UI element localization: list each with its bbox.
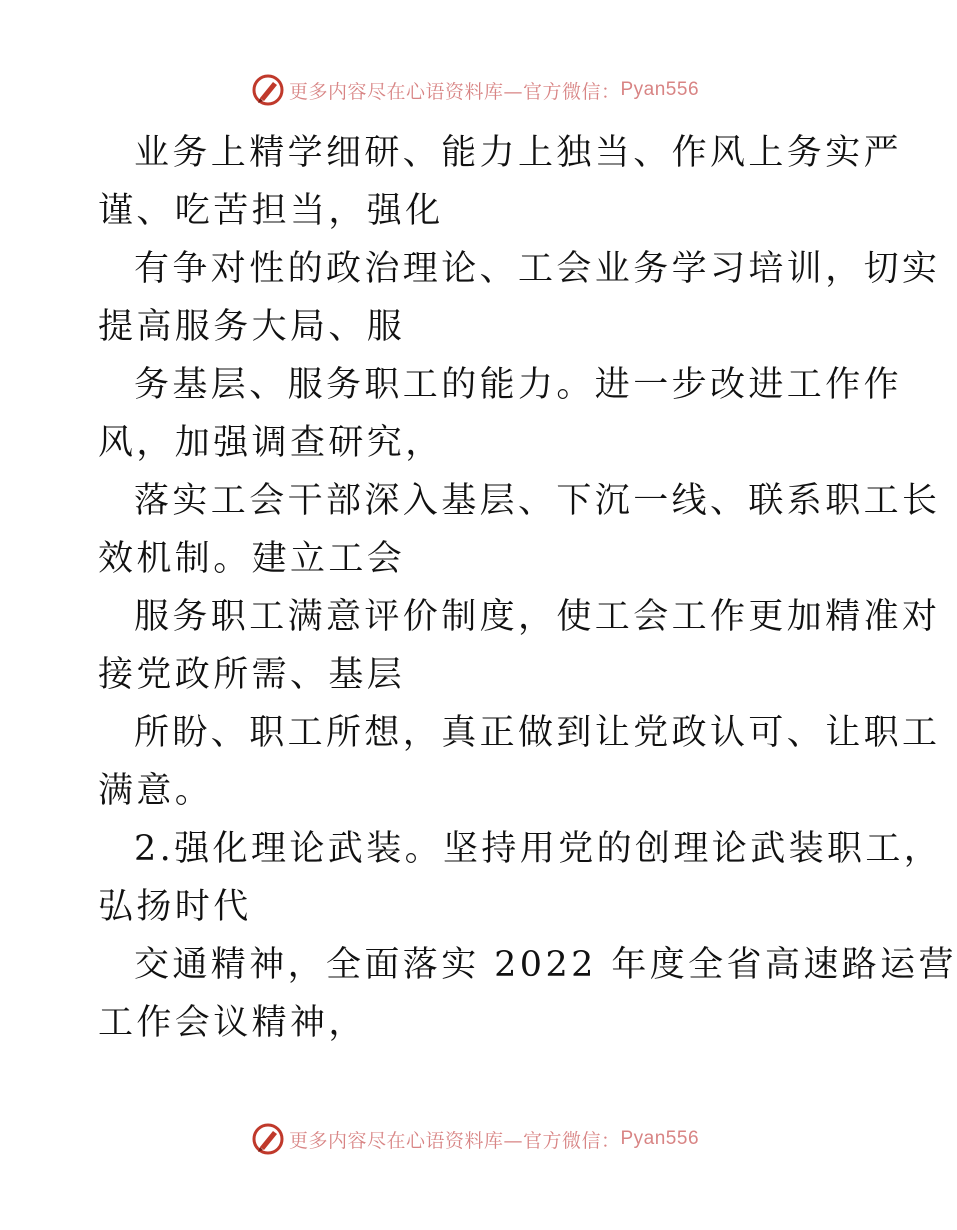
watermark-text: 更多内容尽在心语资料库—官方微信：: [288, 80, 621, 103]
footer-watermark: [0, 1117, 950, 1161]
paragraph-line: 业务上精学细研、能力上独当、作风上务实严: [134, 133, 903, 173]
watermark-text: 更多内容尽在心语资料库—官方微信：: [288, 1129, 621, 1152]
paragraph: [98, 820, 943, 936]
paragraph-line: 交通精神，全面落实 2022 年度全省高速路运营: [134, 945, 957, 985]
paragraph-line: 工作会议精神，: [98, 1003, 367, 1043]
paragraph-line: 所盼、职工所想，真正做到让党政认可、让职工: [134, 713, 941, 753]
header-watermark: [0, 68, 950, 112]
watermark-wechat-id: Pyan556: [620, 1128, 700, 1149]
paragraph-line: 有争对性的政治理论、工会业务学习培训，切实: [134, 249, 941, 289]
document-body: [98, 124, 957, 1052]
paragraph-line: 风，加强调查研究，: [98, 423, 444, 463]
pen-logo-icon: [251, 1122, 285, 1156]
paragraph-line: 2.强化理论武装。坚持用党的创理论武装职工，: [134, 829, 943, 869]
paragraph-line: 提高服务大局、服: [98, 307, 406, 347]
paragraph: [98, 936, 957, 1052]
paragraph: [98, 588, 941, 704]
paragraph: [98, 472, 941, 588]
paragraph-line: 落实工会干部深入基层、下沉一线、联系职工长: [134, 481, 941, 521]
paragraph-line: 满意。: [98, 771, 214, 811]
paragraph-line: 谨、吃苦担当，强化: [98, 191, 444, 231]
paragraph-line: 效机制。建立工会: [98, 539, 406, 579]
paragraph-line: 务基层、服务职工的能力。进一步改进工作作: [134, 365, 903, 405]
pen-logo-icon: [251, 73, 285, 107]
paragraph-line: 接党政所需、基层: [98, 655, 406, 695]
paragraph: [98, 124, 903, 240]
paragraph-line: 服务职工满意评价制度，使工会工作更加精准对: [134, 597, 941, 637]
paragraph: [98, 704, 941, 820]
watermark-wechat-id: Pyan556: [620, 79, 700, 100]
paragraph: [98, 356, 903, 472]
paragraph-line: 弘扬时代: [98, 887, 252, 927]
paragraph: [98, 240, 941, 356]
